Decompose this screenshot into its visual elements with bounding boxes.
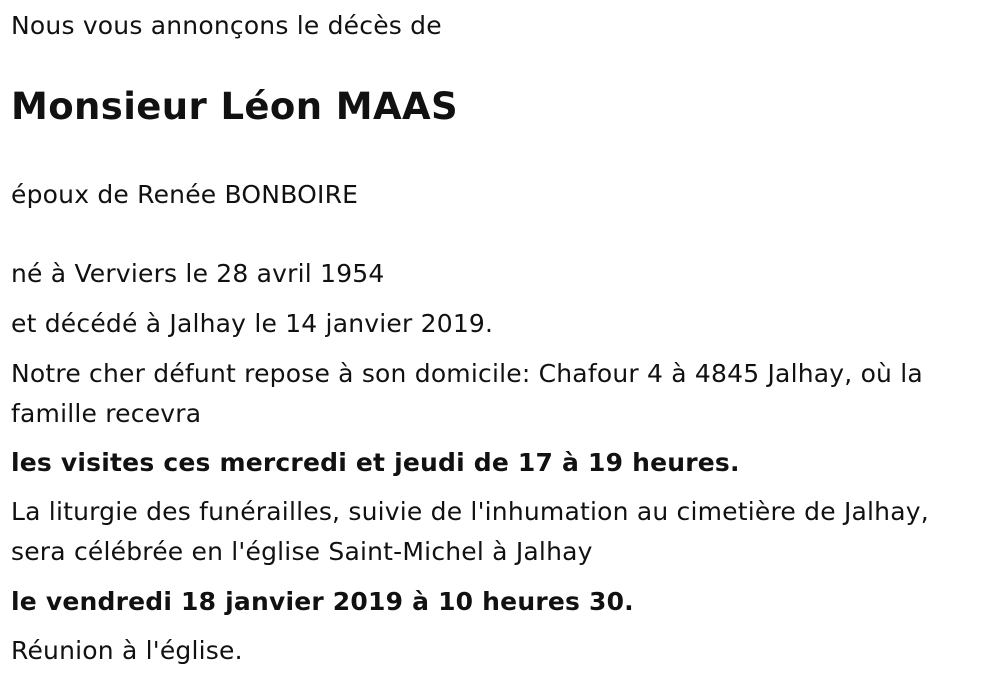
rest-place-text: Notre cher défunt repose à son domicile: Chafour 4 à 4845 Jalhay, où la famille recevra xyxy=(11,359,923,428)
liturgy-text: La liturgie des funérailles, suivie de l'inhumation au cimetière de Jalhay, sera célébrée en l'église Saint-Michel à Jalhay xyxy=(11,497,929,566)
deceased-name: Monsieur Léon MAAS xyxy=(11,85,459,128)
visits-text: les visites ces mercredi et jeudi de 17 à 19 heures. xyxy=(11,448,740,477)
meeting-text: Réunion à l'église. xyxy=(11,636,243,665)
birth-text: né à Verviers le 28 avril 1954 xyxy=(11,259,385,288)
death-text: et décédé à Jalhay le 14 janvier 2019. xyxy=(11,309,494,338)
service-date-text: le vendredi 18 janvier 2019 à 10 heures 30. xyxy=(11,587,634,616)
spouse-text: époux de Renée BONBOIRE xyxy=(11,180,359,209)
intro-text: Nous vous annonçons le décès de xyxy=(11,11,442,40)
